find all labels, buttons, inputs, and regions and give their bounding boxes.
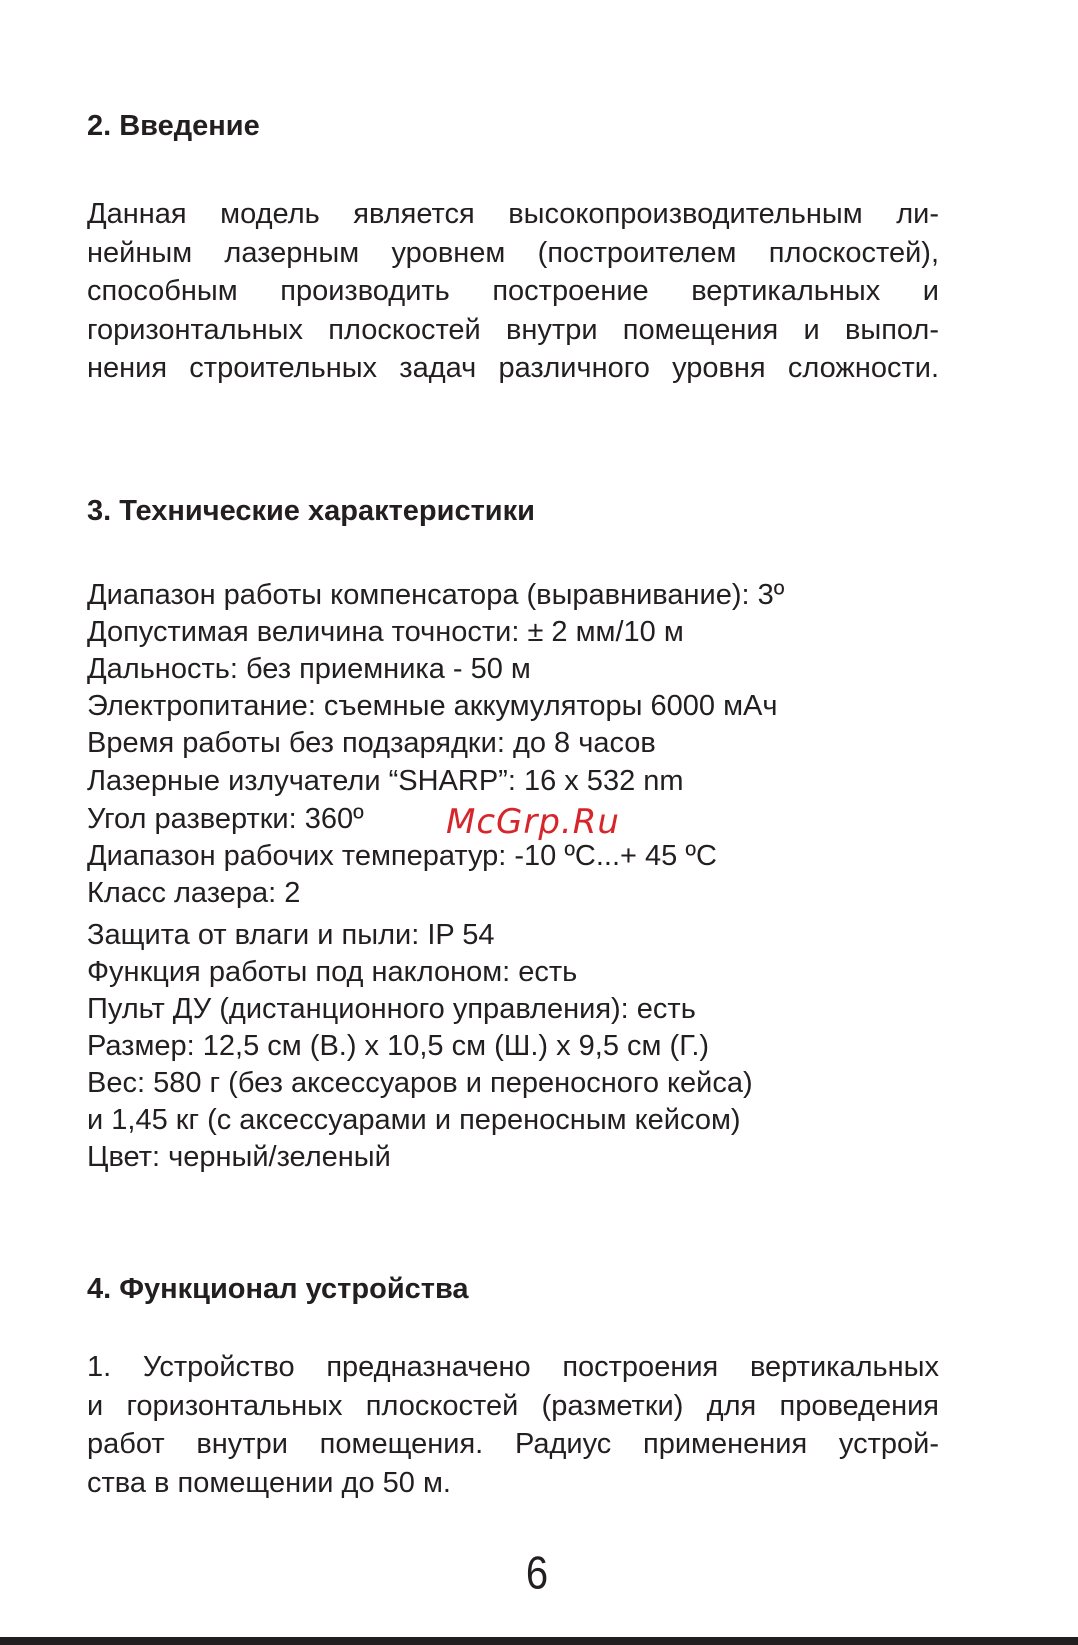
watermark-logo: McGrp.Ru (446, 802, 620, 842)
functions-line: ства в помещении до 50 м. (87, 1466, 451, 1499)
spec-item: Вес: 580 г (без аксессуаров и переносного кейса) (87, 1067, 753, 1099)
spec-item: и 1,45 кг (с аксессуарами и переносным кейсом) (87, 1104, 741, 1136)
spec-item: Функция работы под наклоном: есть (87, 956, 578, 988)
intro-line: Данная модель является высокопроизводительным ли- (87, 198, 939, 230)
functions-paragraph (87, 1348, 939, 1502)
functions-heading: 4. Функционал устройства (87, 1273, 469, 1305)
intro-line: способным производить построение вертикальных и (87, 275, 939, 307)
spec-item: Допустимая величина точности: ± 2 мм/10 м (87, 616, 684, 648)
spec-item: Защита от влаги и пыли: IP 54 (87, 919, 495, 951)
spec-item: Диапазон рабочих температур: -10 ºС...+ 45 ºС (87, 840, 717, 872)
intro-paragraph (87, 195, 939, 388)
spec-item: Размер: 12,5 см (В.) x 10,5 см (Ш.) x 9,5 см (Г.) (87, 1030, 710, 1062)
functions-line: 1. Устройство предназначено построения вертикальных (87, 1351, 939, 1383)
bottom-rule (0, 1637, 1078, 1645)
spec-item: Цвет: черный/зеленый (87, 1141, 391, 1173)
intro-line: нейным лазерным уровнем (построителем плоскостей), (87, 236, 939, 269)
spec-item: Лазерные излучатели “SHARP”: 16 x 532 nm (87, 765, 684, 797)
page-number: 6 (525, 1548, 549, 1599)
specs-heading: 3. Технические характеристики (87, 495, 535, 527)
spec-item: Класс лазера: 2 (87, 877, 301, 909)
spec-item: Диапазон работы компенсатора (выравнивание): 3º (87, 579, 785, 611)
intro-line: горизонтальных плоскостей внутри помещения и выпол- (87, 313, 939, 346)
spec-item: Пульт ДУ (дистанционного управления): есть (87, 993, 696, 1025)
spec-item: Дальность: без приемника - 50 м (87, 653, 531, 685)
intro-heading: 2. Введение (87, 110, 260, 142)
functions-line: и горизонтальных плоскостей (разметки) для проведения (87, 1389, 939, 1422)
spec-item: Электропитание: съемные аккумуляторы 6000 мАч (87, 690, 778, 722)
spec-item: Время работы без подзарядки: до 8 часов (87, 727, 656, 759)
intro-line: нения строительных задач различного уровня сложности. (87, 352, 939, 384)
spec-item: Угол развертки: 360º (87, 803, 364, 835)
functions-line: работ внутри помещения. Радиус применения устрой- (87, 1428, 939, 1460)
